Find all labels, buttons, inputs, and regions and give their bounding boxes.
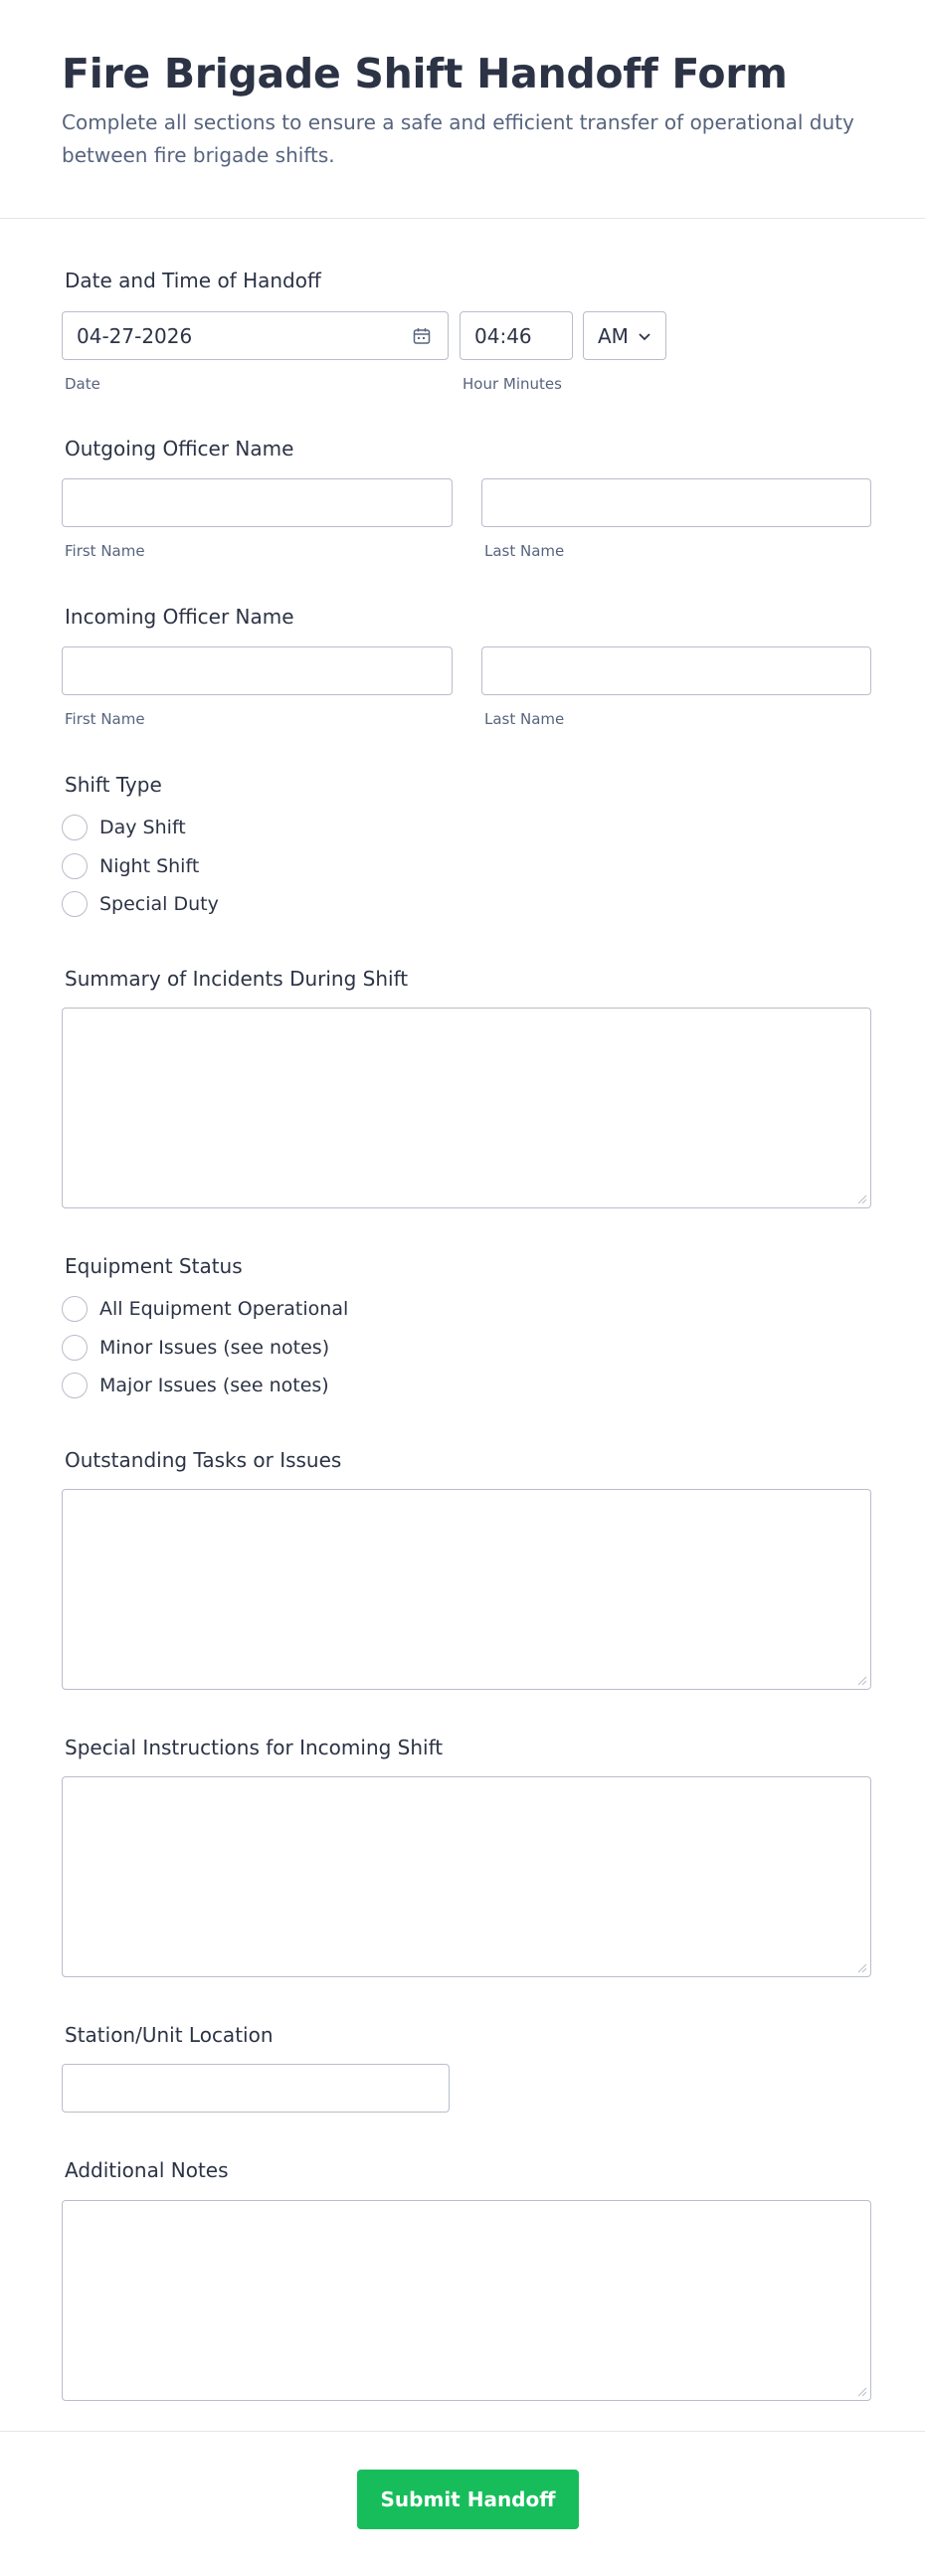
time-sublabel: Hour Minutes	[462, 375, 562, 393]
radio-button[interactable]	[62, 815, 88, 840]
radio-label: All Equipment Operational	[99, 1298, 349, 1320]
radio-label: Special Duty	[99, 893, 219, 915]
incidents-textarea[interactable]	[62, 1008, 871, 1208]
time-input[interactable]	[460, 311, 573, 360]
incoming-last-name-sublabel: Last Name	[484, 710, 565, 728]
incidents-label: Summary of Incidents During Shift	[65, 967, 409, 991]
additional-notes-textarea[interactable]	[62, 2200, 871, 2401]
radio-label: Night Shift	[99, 855, 200, 877]
radio-button[interactable]	[62, 1373, 88, 1398]
outgoing-last-name-input[interactable]	[481, 478, 871, 527]
incoming-officer-label: Incoming Officer Name	[65, 605, 294, 629]
ampm-select[interactable]	[583, 311, 666, 360]
outstanding-tasks-label: Outstanding Tasks or Issues	[65, 1448, 342, 1472]
shift-type-label: Shift Type	[65, 773, 162, 797]
resize-grip-icon[interactable]	[857, 1195, 867, 1204]
special-instructions-label: Special Instructions for Incoming Shift	[65, 1736, 444, 1759]
handoff-datetime-label: Date and Time of Handoff	[65, 269, 321, 292]
form-header	[0, 0, 925, 219]
outgoing-first-name-input[interactable]	[62, 478, 453, 527]
form-footer	[0, 2431, 925, 2576]
station-location-input[interactable]	[62, 2064, 450, 2113]
radio-button[interactable]	[62, 891, 88, 917]
resize-grip-icon[interactable]	[857, 1963, 867, 1973]
radio-label: Day Shift	[99, 817, 186, 838]
equipment-status-label: Equipment Status	[65, 1254, 243, 1278]
incoming-first-name-sublabel: First Name	[65, 710, 145, 728]
radio-label: Minor Issues (see notes)	[99, 1337, 330, 1359]
date-sublabel: Date	[65, 375, 100, 393]
resize-grip-icon[interactable]	[857, 2387, 867, 2397]
special-instructions-textarea[interactable]	[62, 1776, 871, 1977]
form-subtitle: Complete all sections to ensure a safe and efficient transfer of operational duty between fire brigade shifts.	[62, 110, 854, 167]
radio-label: Major Issues (see notes)	[99, 1375, 329, 1396]
chevron-down-icon	[638, 329, 651, 343]
submit-handoff-button[interactable]: Submit Handoff	[357, 2470, 579, 2529]
incoming-last-name-input[interactable]	[481, 646, 871, 695]
ampm-value: AM	[598, 324, 629, 348]
outgoing-officer-label: Outgoing Officer Name	[65, 437, 294, 460]
outgoing-first-name-sublabel: First Name	[65, 542, 145, 560]
calendar-icon[interactable]	[412, 326, 432, 346]
resize-grip-icon[interactable]	[857, 1676, 867, 1686]
form-title: Fire Brigade Shift Handoff Form	[62, 50, 788, 97]
date-input[interactable]	[62, 311, 449, 360]
radio-button[interactable]	[62, 1296, 88, 1322]
outstanding-tasks-textarea[interactable]	[62, 1489, 871, 1690]
date-value: 04-27-2026	[77, 324, 193, 348]
station-location-label: Station/Unit Location	[65, 2023, 274, 2047]
incoming-first-name-input[interactable]	[62, 646, 453, 695]
radio-button[interactable]	[62, 853, 88, 879]
time-value: 04:46	[474, 324, 532, 348]
outgoing-last-name-sublabel: Last Name	[484, 542, 565, 560]
additional-notes-label: Additional Notes	[65, 2158, 229, 2182]
radio-button[interactable]	[62, 1335, 88, 1361]
